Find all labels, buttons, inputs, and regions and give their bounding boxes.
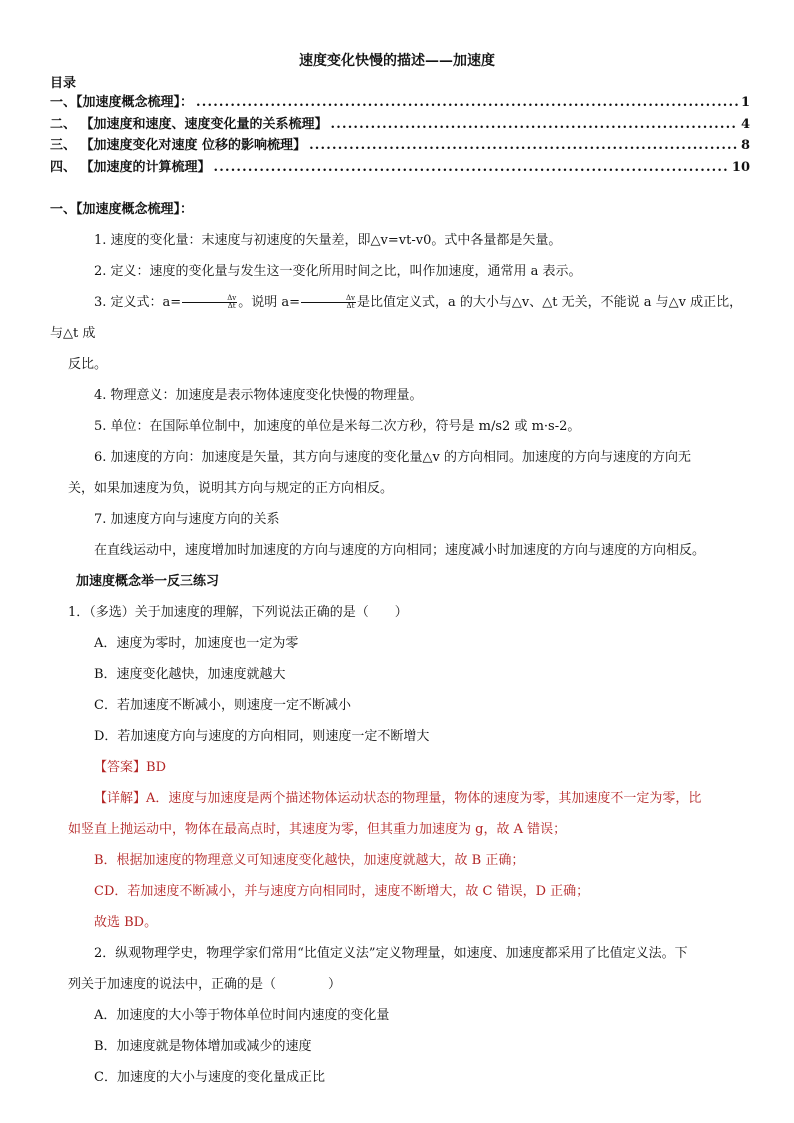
paragraph-1: 1. 速度的变化量：末速度与初速度的矢量差，即△v=vt-v0。式中各量都是矢量。	[94, 233, 562, 248]
toc-item-page: 8	[740, 138, 750, 153]
question-1-answer	[50, 752, 750, 783]
question-1-option-c: C．若加速度不断减小，则速度一定不断减小	[94, 698, 351, 713]
paragraph-5: 5. 单位：在国际单位制中，加速度的单位是米每二次方秒，符号是 m/s2 或 m·s-2。	[94, 419, 581, 434]
toc-item-label: 二、 【加速度和速度、速度变化量的关系梳理】	[50, 116, 328, 132]
toc-leader-dots	[331, 117, 738, 132]
fraction-denominator: Δt	[346, 302, 355, 310]
paragraph-7: 7. 加速度方向与速度方向的关系	[94, 512, 280, 527]
definition-text: 。说明 a=	[238, 295, 300, 310]
detail-tag: 【详解】	[94, 791, 147, 806]
question-1-detail-cd: CD．若加速度不断减小，并与速度方向相同时，速度不断增大，故 C 错误，D 正确；	[94, 884, 590, 899]
question-1-option-d: D．若加速度方向与速度的方向相同，则速度一定不断增大	[94, 729, 430, 744]
toc-heading: 目录	[50, 76, 77, 91]
page-title: 速度变化快慢的描述——加速度	[299, 53, 495, 69]
question-1-stem: 1．（多选）关于加速度的理解，下列说法正确的是（ ）	[68, 605, 408, 620]
question-2-option-b: B．加速度就是物体增加或减少的速度	[94, 1039, 312, 1054]
toc-item-page: 1	[740, 95, 750, 110]
question-1-detail-b: B．根据加速度的物理意义可知速度变化越快，加速度就越大，故 B 正确；	[94, 853, 525, 868]
toc-item[interactable]	[50, 134, 750, 156]
table-of-contents	[50, 91, 750, 177]
question-1-detail	[50, 783, 750, 814]
question-2-option-a: A．加速度的大小等于物体单位时间内速度的变化量	[94, 1008, 390, 1023]
toc-leader-dots	[309, 138, 738, 153]
question-2-option-c: C．加速度的大小与速度的变化量成正比	[94, 1070, 325, 1085]
toc-item-label: 四、 【加速度的计算梳理】	[50, 159, 211, 175]
paragraph-3	[50, 287, 750, 349]
fraction-formula	[301, 295, 356, 310]
answer-value: BD	[146, 760, 166, 775]
paragraph-4: 4. 物理意义：加速度是表示物体速度变化快慢的物理量。	[94, 388, 423, 403]
section-heading: 一、【加速度概念梳理】：	[50, 202, 194, 217]
paragraph-6: 6. 加速度的方向：加速度是矢量，其方向与速度的变化量△v 的方向相同。加速度的方向与速度的方向无	[94, 450, 692, 465]
paragraph-7-detail: 在直线运动中，速度增加时加速度的方向与速度的方向相同；速度减小时加速度的方向与速度的方向相反。	[94, 543, 706, 558]
question-1-option-b: B．速度变化越快，加速度就越大	[94, 667, 286, 682]
document-body	[50, 194, 750, 1093]
fraction-formula	[182, 295, 237, 310]
answer-tag: 【答案】	[94, 760, 147, 775]
definition-text: 是比值定义式，a 的大小与△v、△t 无关，不能说 a 与△v 成正比，与△t 成	[50, 295, 743, 341]
toc-item[interactable]	[50, 156, 750, 178]
fraction-numerator: Δv	[182, 295, 237, 303]
toc-item-page: 4	[740, 116, 750, 132]
definition-text: 3. 定义式：a=	[94, 295, 182, 310]
paragraph-6-cont: 关，如果加速度为负，说明其方向与规定的正方向相反。	[68, 481, 394, 496]
practice-heading: 加速度概念举一反三练习	[76, 574, 220, 589]
fraction-numerator: Δv	[301, 295, 356, 303]
toc-item-label: 一、【加速度概念梳理】：	[50, 95, 194, 110]
question-1-detail-cont: 如竖直上抛运动中，物体在最高点时，其速度为零，但其重力加速度为 g，故 A 错误；	[68, 822, 567, 837]
question-1-conclusion: 故选 BD。	[94, 915, 158, 930]
paragraph-2: 2. 定义：速度的变化量与发生这一变化所用时间之比，叫作加速度，通常用 a 表示。	[94, 264, 582, 279]
question-2-stem: 2．纵观物理学史，物理学家们常用“比值定义法”定义物理量，如速度、加速度都采用了比值定义法。下	[94, 946, 688, 961]
question-2-stem-cont: 列关于加速度的说法中，正确的是（ ）	[68, 977, 342, 992]
toc-leader-dots	[196, 95, 738, 110]
fraction-denominator: Δt	[227, 302, 236, 310]
toc-item[interactable]	[50, 91, 750, 113]
toc-leader-dots	[214, 160, 729, 175]
paragraph-3-cont: 反比。	[68, 357, 108, 372]
question-1-option-a: A．速度为零时，加速度也一定为零	[94, 636, 299, 651]
detail-text: A．速度与加速度是两个描述物体运动状态的物理量，物体的速度为零，其加速度不一定为零，比	[146, 791, 702, 806]
toc-item-page: 10	[731, 159, 750, 175]
toc-item-label: 三、 【加速度变化对速度 位移的影响梳理】	[50, 138, 307, 153]
toc-item[interactable]	[50, 113, 750, 135]
